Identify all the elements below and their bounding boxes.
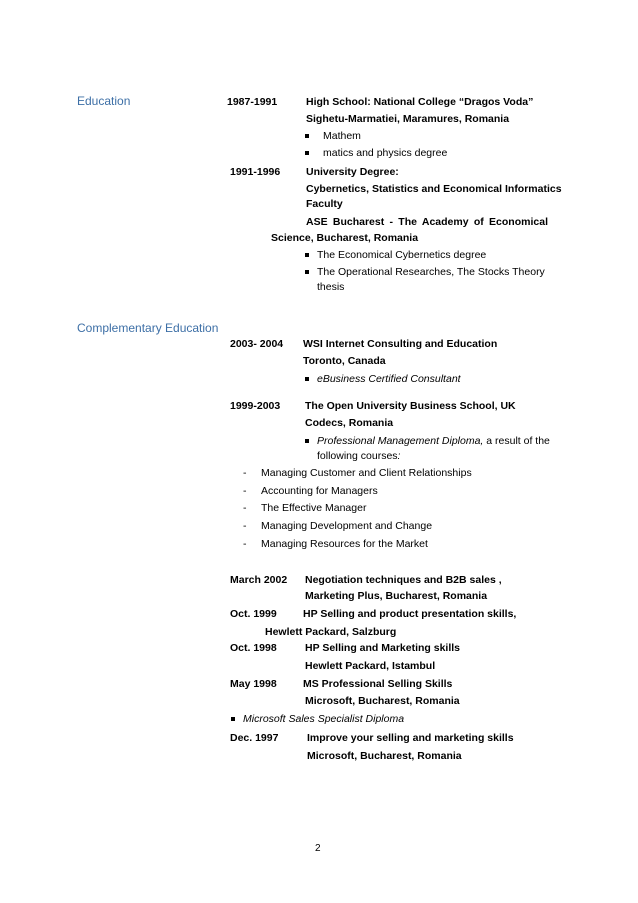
training-date: March 2002 xyxy=(230,574,288,586)
ou-bullet-line1 xyxy=(317,435,550,448)
edu-period-2: 1991-1996 xyxy=(230,166,281,178)
training-place: Hewlett Packard, Salzburg xyxy=(265,626,397,638)
bullet-icon xyxy=(305,439,309,443)
wsi-period: 2003- 2004 xyxy=(230,338,284,350)
ou-bullet-line2-colon: : xyxy=(397,450,401,462)
ou-period: 1999-2003 xyxy=(230,400,281,412)
edu-bullet-2-3: thesis xyxy=(317,281,345,293)
edu-bullet-1-2: matics and physics degree xyxy=(323,147,448,159)
bullet-icon xyxy=(231,717,235,721)
edu-faculty-line1: Cybernetics, Statistics and Economical Informatics xyxy=(306,183,562,195)
bullet-icon xyxy=(305,377,309,381)
course-item: The Effective Manager xyxy=(261,502,367,514)
ou-place: Codecs, Romania xyxy=(305,417,394,429)
course-dash: - xyxy=(243,538,247,550)
course-dash: - xyxy=(243,467,247,479)
page-number: 2 xyxy=(315,843,321,854)
course-item: Accounting for Managers xyxy=(261,485,378,497)
ou-bullet-rest: a result of the xyxy=(483,435,550,447)
course-dash: - xyxy=(243,520,247,532)
training-date: May 1998 xyxy=(230,678,277,690)
section-heading-education: Education xyxy=(77,94,131,108)
course-item: Managing Resources for the Market xyxy=(261,538,428,550)
wsi-place: Toronto, Canada xyxy=(303,355,386,367)
training-title: HP Selling and product presentation skills, xyxy=(303,608,517,620)
edu-bullet-1-1: Mathem xyxy=(323,130,361,142)
edu-bullet-2-1: The Economical Cybernetics degree xyxy=(317,249,487,261)
ou-bullet-line2-text: following courses xyxy=(317,450,398,462)
training-date: Dec. 1997 xyxy=(230,732,279,744)
bullet-icon xyxy=(305,253,309,257)
course-dash: - xyxy=(243,502,247,514)
bullet-icon xyxy=(305,134,309,138)
training-date: Oct. 1998 xyxy=(230,642,277,654)
wsi-bullet: eBusiness Certified Consultant xyxy=(317,373,461,385)
training-place: Hewlett Packard, Istambul xyxy=(305,660,436,672)
ou-bullet-italic: Professional Management Diploma, xyxy=(317,435,484,447)
course-item: Managing Customer and Client Relationships xyxy=(261,467,472,479)
course-dash: - xyxy=(243,485,247,497)
wsi-title: WSI Internet Consulting and Education xyxy=(303,338,498,350)
training-place: Marketing Plus, Bucharest, Romania xyxy=(305,590,488,602)
training-title: MS Professional Selling Skills xyxy=(303,678,453,690)
edu-place-1: Sighetu-Marmatiei, Maramures, Romania xyxy=(306,113,510,125)
training-title: Negotiation techniques and B2B sales , xyxy=(305,574,502,586)
training-place: Microsoft, Bucharest, Romania xyxy=(307,750,462,762)
training-place: Microsoft, Bucharest, Romania xyxy=(305,695,460,707)
training-title: HP Selling and Marketing skills xyxy=(305,642,461,654)
edu-ase-line1: ASE Bucharest - The Academy of Economical xyxy=(306,216,548,228)
training-date: Oct. 1999 xyxy=(230,608,277,620)
ou-bullet-line2 xyxy=(317,450,400,463)
edu-title-1: High School: National College “Dragos Voda” xyxy=(306,96,534,108)
section-heading-complementary: Complementary Education xyxy=(77,321,219,335)
edu-faculty-line2: Faculty xyxy=(306,198,343,210)
bullet-icon xyxy=(305,270,309,274)
training-title: Improve your selling and marketing skills xyxy=(307,732,514,744)
edu-bullet-2-2: The Operational Researches, The Stocks Theory xyxy=(317,266,545,278)
bullet-icon xyxy=(305,151,309,155)
course-item: Managing Development and Change xyxy=(261,520,433,532)
edu-ase-line2: Science, Bucharest, Romania xyxy=(271,232,419,244)
ms-diploma: Microsoft Sales Specialist Diploma xyxy=(243,713,405,725)
edu-period-1: 1987-1991 xyxy=(227,96,278,108)
edu-title-2: University Degree: xyxy=(306,166,399,178)
ou-title: The Open University Business School, UK xyxy=(305,400,516,412)
